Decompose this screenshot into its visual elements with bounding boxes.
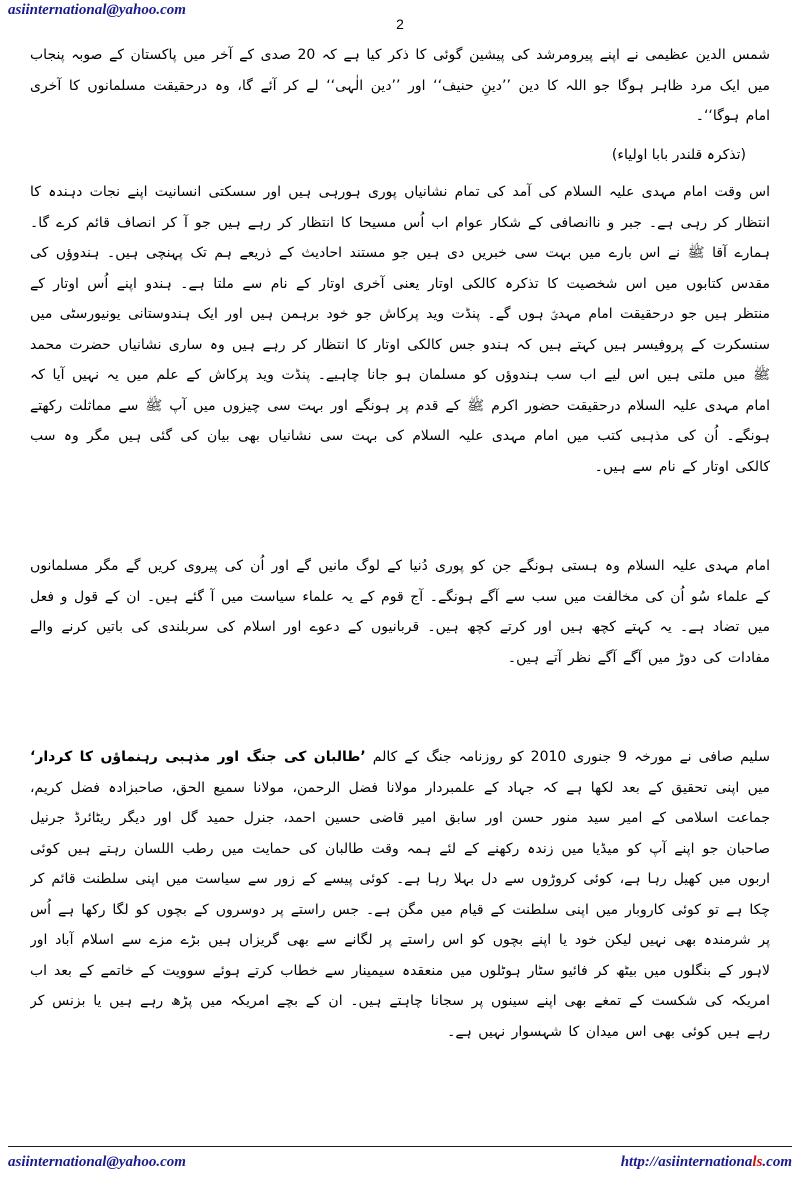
footer-website-link[interactable] [621,1154,792,1171]
column-body: میں اپنی تحقیق کے بعد لکھا ہے کہ جہاد کے علمبردار مولانا فضل الرحمن، مولانا سمیع الحق، صاحبزادہ فضل کریم، جماعت اسلامی کے امیر سید منور حسن اور سابق امیر قاضی حسین احمد، جنرل حمید گل اور دیگر ریٹائرڈ جرنیل صاحبان جو اپنے آپ کو میڈیا میں زندہ رکھنے کے لئے ہمہ وقت طالبان کی حمایت میں رطب اللسان رہتے ہیں کوئی اربوں میں کھیل رہا ہے، کوئی کروڑوں سے دل بہلا رہا ہے۔ کوئی پیسے کے زور سے سیاست میں اپنی سلطنت قائم کر چکا ہے تو کوئی کاروبار میں اپنی سلطنت کے قیام میں مگن ہے۔ جس راستے پر دوسروں کے بچوں کو لگا رکھا ہے اُس پر شرمندہ بھی نہیں لیکن خود یا اپنے بچوں کو اس راستے پر لگانے سے بھی گریزاں ہیں بڑے مزے سے اسلام آباد اور لاہور کے بنگلوں میں بیٹھ کر فائیو سٹار ہوٹلوں میں منعقدہ سیمینار سے خطاب کرتے ہوئے سوویت کے خاتمے کے بعد اب امریکہ کی شکست کے تمغے بھی اپنے سینوں پر سجانا چاہتے ہیں۔ ان کے بچے امریکہ میں پڑھ رہے ہیں یا بزنس کر رہے ہیں کوئی بھی اس میدان کا شہسوار نہیں ہے۔ [30,779,770,1040]
article-body [30,40,770,1140]
footer-url-highlight: ls [752,1154,763,1170]
footer-url-suffix: .com [762,1154,792,1170]
column-title: ’طالبان کی جنگ اور مذہبی رہنماؤں کا کردار‘ [30,749,366,765]
footer-divider [8,1146,792,1147]
column-intro: سلیم صافی نے مورخہ 9 جنوری 2010 کو روزنامہ جنگ کے کالم [372,749,770,765]
page-number: 2 [396,16,404,32]
quote-citation: (تذکرہ قلندر بابا اولیاء) [611,147,746,163]
quote-paragraph: شمس الدین عظیمی نے اپنے پیرومرشد کی پیشین گوئی کا ذکر کیا ہے کہ 20 صدی کے آخر میں پاکستان کے صوبہ پنجاب میں ایک مرد ظاہر ہوگا جو اللہ کا دین ’’دینِ حنیف‘‘ اور ’’دین الٰہی‘‘ لے کر آئے گا، وہ درحقیقت مسلمانوں کا آخری امام ہوگا‘‘۔ [30,47,770,124]
paragraph-mahdi-signs: اس وقت امام مہدی علیہ السلام کی آمد کی تمام نشانیاں پوری ہورہی ہیں اور سسکتی انسانیت اپنے نجات دہندہ کا انتظار کر رہی ہے۔ جبر و ناانصافی کے شکار عوام اب اُس مسیحا کا انتظار کر رہے ہیں جو آ کر انصاف قائم کرے گا۔ ہمارے آقا ﷺ نے اس بارے میں بہت سی خبریں دی ہیں جو مستند احادیث کے ذریعے ہم تک پہنچی ہیں۔ ہندوؤں کی مقدس کتابوں میں اس شخصیت کا تذکرہ کالکی اوتار یعنی آخری اوتار کے نام سے ملتا ہے۔ ہندو اپنے اُس اوتار کے منتظر ہیں جو درحقیقت امام مہدیؑ ہوں گے۔ پنڈت وید پرکاش جو خود برہمن ہیں اور ایک ہندوستانی یونیورسٹی میں سنسکرت کے پروفیسر ہیں کہتے ہیں کہ ہندو جس کالکی اوتار کا انتظار کر رہے ہیں وہ ساری نشانیاں حضرت محمد ﷺ میں ملتی ہیں اس لیے اب سب ہندوؤں کو مسلمان ہو جانا چاہیے۔ پنڈت وید پرکاش کے علم میں یہ نہیں آیا کہ امام مہدی علیہ السلام درحقیقت حضور اکرم ﷺ کے قدم پر ہونگے اور بہت سی چیزوں میں آپ ﷺ سے مماثلت رکھتے ہونگے۔ اُن کی مذہبی کتب میں امام مہدی علیہ السلام کی بہت سی نشانیاں بھی بیان کی گئی ہیں مگر وہ سب کالکی اوتار کے نام سے ہیں۔ [30,184,770,475]
header-email-link[interactable]: asiinternational@yahoo.com [8,2,186,18]
paragraph-saleem-safi [30,742,770,1108]
paragraph-ulema: امام مہدی علیہ السلام وہ ہستی ہونگے جن کو پوری دُنیا کے لوگ مانیں گے اور اُن کی پیروی کریں گے مگر مسلمانوں کے علماء سُو اُن کی مخالفت میں سب سے آگے ہونگے۔ آج قوم کے یہ علماء سیاست میں آ گئے ہیں۔ ان کے قول و فعل میں تضاد ہے۔ یہ کہتے کچھ ہیں اور کرتے کچھ ہیں۔ قربانیوں کے دعوے اور اسلام کی سربلندی کی باتیں کرنے والے مفادات کی دوڑ میں آگے آگے نظر آتے ہیں۔ [30,558,770,666]
footer-url-prefix: http://asiinternationa [620,1154,753,1170]
footer-email-link[interactable]: asiinternational@yahoo.com [8,1154,186,1170]
